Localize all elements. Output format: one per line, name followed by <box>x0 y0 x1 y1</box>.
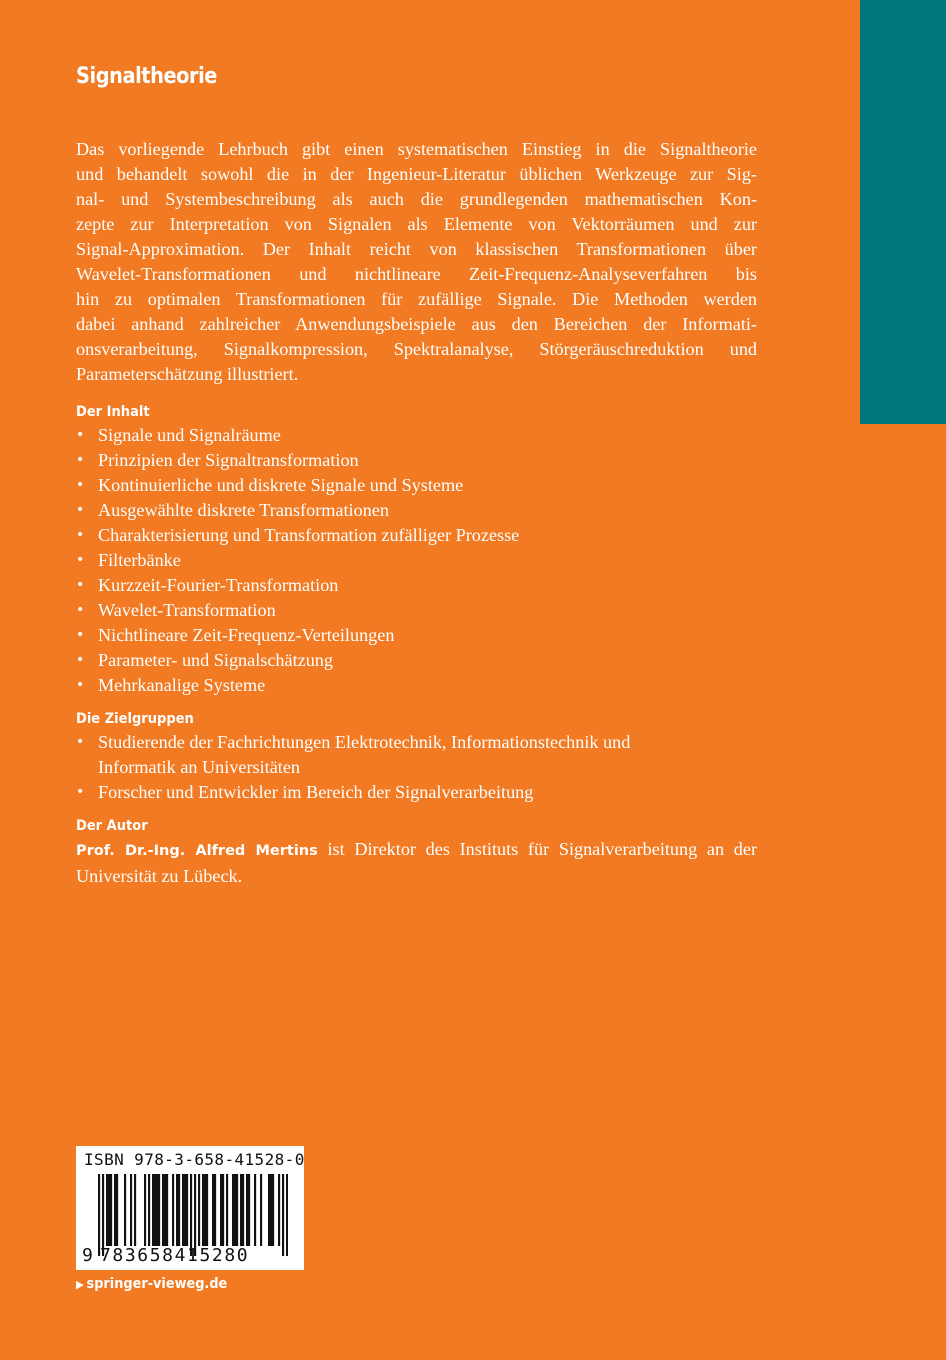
intro-line: und behandelt sowohl die in der Ingenieur-Literatur üblichen Werkzeuge zur Sig- <box>76 164 757 184</box>
barcode-bar <box>240 1174 242 1246</box>
list-item: • Kontinuierliche und diskrete Signale und Systeme <box>76 473 757 498</box>
intro-line: Wavelet-Transformationen und nichtlineare Zeit-Frequenz-Analyseverfahren bis <box>76 264 757 284</box>
barcode-bar <box>166 1174 168 1246</box>
barcode-bar <box>272 1174 274 1246</box>
barcode-bar <box>254 1174 256 1246</box>
list-item: • Signale und Signalräume <box>76 423 757 448</box>
barcode-bar <box>176 1174 178 1246</box>
barcode-bar <box>222 1174 224 1246</box>
barcode-bar <box>236 1174 238 1246</box>
bullet-icon: • <box>76 427 85 443</box>
bullet-icon: • <box>76 627 85 643</box>
list-item: • Nichtlineare Zeit-Frequenz-Verteilungen <box>76 623 757 648</box>
barcode-bar <box>114 1174 116 1246</box>
barcode-bar <box>116 1174 118 1246</box>
bullet-icon: • <box>76 652 85 668</box>
barcode-bar <box>198 1174 200 1246</box>
teal-color-band <box>860 0 946 424</box>
barcode-bar <box>220 1174 222 1246</box>
list-item: • Mehrkanalige Systeme <box>76 673 757 698</box>
list-item: • Forscher und Entwickler im Bereich der Signalverarbeitung <box>76 780 757 805</box>
barcode-bar <box>260 1174 262 1246</box>
bullet-icon: • <box>76 577 85 593</box>
barcode-bar <box>206 1174 208 1246</box>
barcode-bars <box>98 1174 288 1256</box>
bullet-icon: • <box>76 734 85 750</box>
barcode-bar <box>270 1174 272 1246</box>
list-item: • Prinzipien der Signaltransformation <box>76 448 757 473</box>
barcode-bar <box>134 1174 136 1246</box>
intro-line: hin zu optimalen Transformationen für zufällige Signale. Die Methoden werden <box>76 289 757 309</box>
barcode-bar <box>242 1174 244 1246</box>
author-paragraph <box>76 837 757 889</box>
barcode-bar <box>234 1174 236 1246</box>
barcode-bar <box>286 1174 288 1256</box>
list-item: • Filterbänke <box>76 548 757 573</box>
intro-paragraph <box>76 137 757 387</box>
barcode-bar <box>158 1174 160 1246</box>
bullet-icon: • <box>76 477 85 493</box>
barcode-bar <box>102 1174 104 1256</box>
isbn-barcode <box>76 1146 304 1270</box>
inhalt-list <box>76 423 757 698</box>
author-description: ist Direktor des Instituts für Signalverarbeitung an der Universität zu Lübeck. <box>76 839 758 886</box>
barcode-bar <box>248 1174 250 1246</box>
autor-heading: Der Autor <box>76 818 148 834</box>
list-item: • Studierende der Fachrichtungen Elektrotechnik, Informationstechnik und Informatik an Universitäten <box>76 732 631 777</box>
publisher-website[interactable] <box>76 1276 227 1292</box>
barcode-bar <box>226 1174 228 1246</box>
barcode-bar <box>162 1174 164 1246</box>
arrow-right-icon: ▶ <box>76 1278 84 1291</box>
bullet-icon: • <box>76 602 85 618</box>
ean-digits: 783658415280 <box>100 1245 250 1266</box>
bullet-icon: • <box>76 527 85 543</box>
intro-line: dabei anhand zahlreicher Anwendungsbeispiele aus den Bereichen der Informati- <box>76 314 757 334</box>
barcode-bar <box>268 1174 270 1246</box>
list-item: • Kurzzeit-Fourier-Transformation <box>76 573 757 598</box>
ean-first-digit: 9 <box>82 1245 93 1266</box>
barcode-bar <box>186 1174 188 1246</box>
list-item: • Parameter- und Signalschätzung <box>76 648 757 673</box>
zielgruppen-heading: Die Zielgruppen <box>76 711 194 727</box>
barcode-bar <box>184 1174 186 1246</box>
intro-line: nal- und Systembeschreibung als auch die grundlegenden mathematischen Kon- <box>76 189 757 209</box>
intro-line: zepte zur Interpretation von Signalen als Elemente von Vektorräumen und zur <box>76 214 757 234</box>
barcode-bar <box>246 1174 248 1246</box>
barcode-bar <box>98 1174 100 1256</box>
barcode-bar <box>144 1174 146 1246</box>
intro-line: Das vorliegende Lehrbuch gibt einen systematischen Einstieg in die Signaltheorie <box>76 139 757 159</box>
barcode-bar <box>282 1174 284 1256</box>
barcode-bar <box>194 1174 196 1256</box>
bullet-icon: • <box>76 552 85 568</box>
barcode-bar <box>190 1174 192 1256</box>
inhalt-heading: Der Inhalt <box>76 404 150 420</box>
barcode-bar <box>110 1174 112 1246</box>
intro-line: Signal-Approximation. Der Inhalt reicht von klassischen Transformationen über <box>76 239 757 259</box>
bullet-icon: • <box>76 502 85 518</box>
intro-line: onsverarbeitung, Signalkompression, Spektralanalyse, Störgeräuschreduktion und <box>76 339 757 359</box>
bullet-icon: • <box>76 784 85 800</box>
list-item: • Charakterisierung und Transformation zufälliger Prozesse <box>76 523 757 548</box>
intro-line: Parameterschätzung illustriert. <box>76 364 299 384</box>
list-item: • Ausgewählte diskrete Transformationen <box>76 498 757 523</box>
barcode-bar <box>232 1174 234 1246</box>
barcode-bar <box>278 1174 280 1246</box>
bullet-icon: • <box>76 677 85 693</box>
barcode-bar <box>214 1174 216 1246</box>
barcode-bar <box>130 1174 132 1246</box>
barcode-bar <box>124 1174 126 1246</box>
author-name: Prof. Dr.-Ing. Alfred Mertins <box>76 843 318 859</box>
barcode-bar <box>108 1174 110 1246</box>
barcode-bar <box>204 1174 206 1246</box>
barcode-bar <box>178 1174 180 1246</box>
barcode-bar <box>202 1174 204 1246</box>
barcode-bar <box>154 1174 156 1246</box>
zielgruppen-list <box>76 730 757 805</box>
barcode-bar <box>156 1174 158 1246</box>
barcode-bar <box>106 1174 108 1246</box>
isbn-label: ISBN 978-3-658-41528-0 <box>84 1150 305 1169</box>
barcode-bar <box>148 1174 150 1246</box>
list-item: • Wavelet-Transformation <box>76 598 757 623</box>
barcode-bar <box>172 1174 174 1246</box>
bullet-icon: • <box>76 452 85 468</box>
back-cover-content <box>76 137 757 889</box>
website-label: springer-vieweg.de <box>86 1276 228 1292</box>
barcode-bar <box>182 1174 184 1246</box>
barcode-bar <box>164 1174 166 1246</box>
barcode-bar <box>212 1174 214 1246</box>
barcode-bar <box>152 1174 154 1246</box>
book-title: Signaltheorie <box>76 64 217 89</box>
